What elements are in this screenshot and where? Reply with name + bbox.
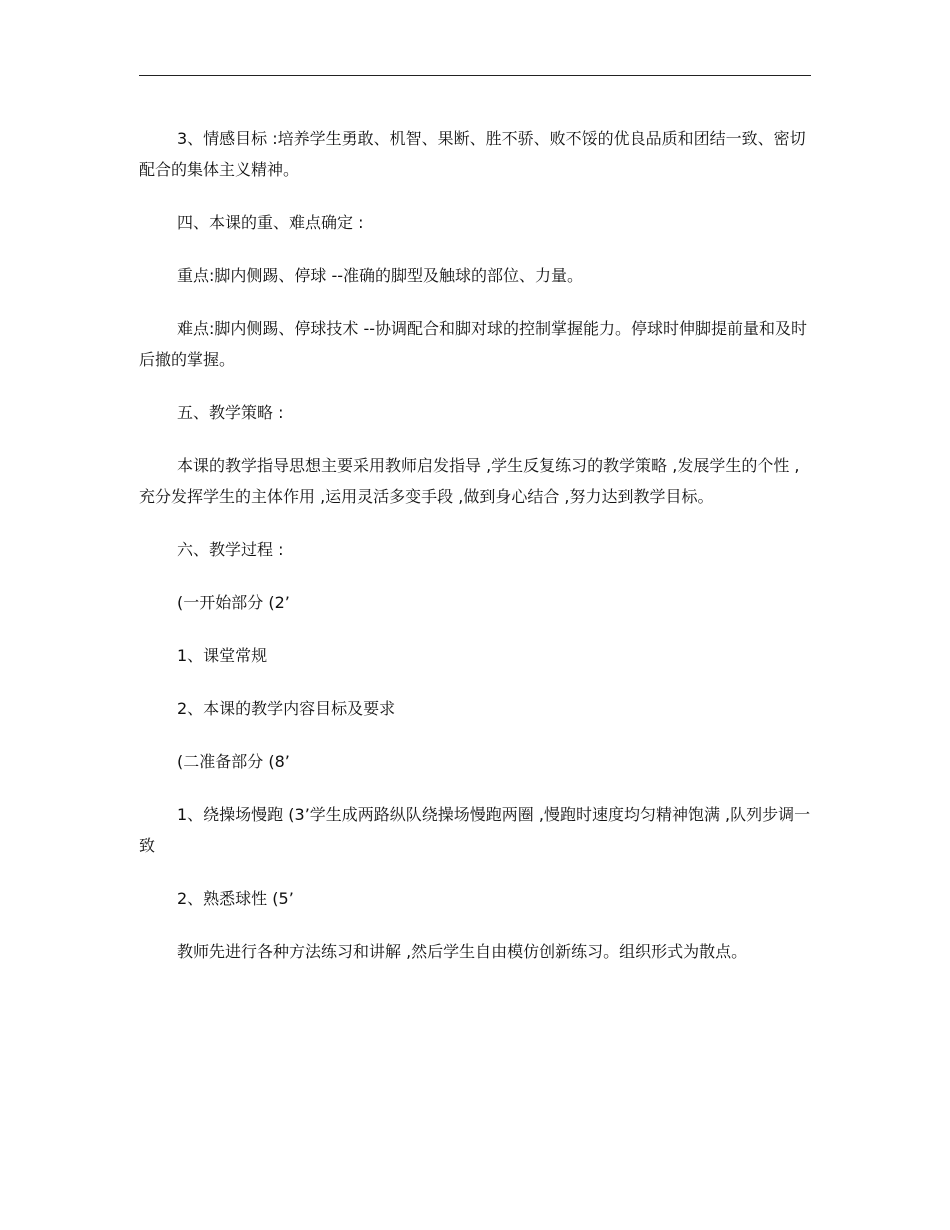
paragraph-difficult-point: 难点:脚内侧踢、停球技术 --协调配合和脚对球的控制掌握能力。停球时伸脚提前量和及时后撤的掌握。 xyxy=(139,319,808,369)
paragraph-emotional-goal: 3、情感目标 :培养学生勇敢、机智、果断、胜不骄、败不馁的优良品质和团结一致、密切配合的集体主义精神。 xyxy=(139,129,806,179)
header-rule xyxy=(139,75,811,76)
heading-key-difficult-points: 四、本课的重、难点确定 : xyxy=(177,213,364,232)
heading-teaching-process: 六、教学过程 : xyxy=(177,540,284,559)
item-content-goals: 2、本课的教学内容目标及要求 xyxy=(177,699,396,718)
paragraph-teaching-strategy: 本课的教学指导思想主要采用教师启发指导 ,学生反复练习的教学策略 ,发展学生的个性 ,充分发挥学生的主体作用 ,运用灵活多变手段 ,做到身心结合 ,努力达到教学目标。 xyxy=(139,456,800,506)
document-body xyxy=(139,123,811,989)
heading-teaching-strategy: 五、教学策略 : xyxy=(177,403,284,422)
item-jogging: 1、绕操场慢跑 (3’学生成两路纵队绕操场慢跑两圈 ,慢跑时速度均匀精神饱满 ,队列步调一致 xyxy=(139,805,811,855)
paragraph-practice-organization: 教师先进行各种方法练习和讲解 ,然后学生自由模仿创新练习。组织形式为散点。 xyxy=(177,942,748,961)
item-ball-familiarity: 2、熟悉球性 (5’ xyxy=(177,889,294,908)
paragraph-key-point: 重点:脚内侧踢、停球 --准确的脚型及触球的部位、力量。 xyxy=(177,266,584,285)
heading-opening-part: (一开始部分 (2’ xyxy=(177,593,290,612)
heading-preparation-part: (二准备部分 (8’ xyxy=(177,752,290,771)
item-classroom-routine: 1、课堂常规 xyxy=(177,646,268,665)
